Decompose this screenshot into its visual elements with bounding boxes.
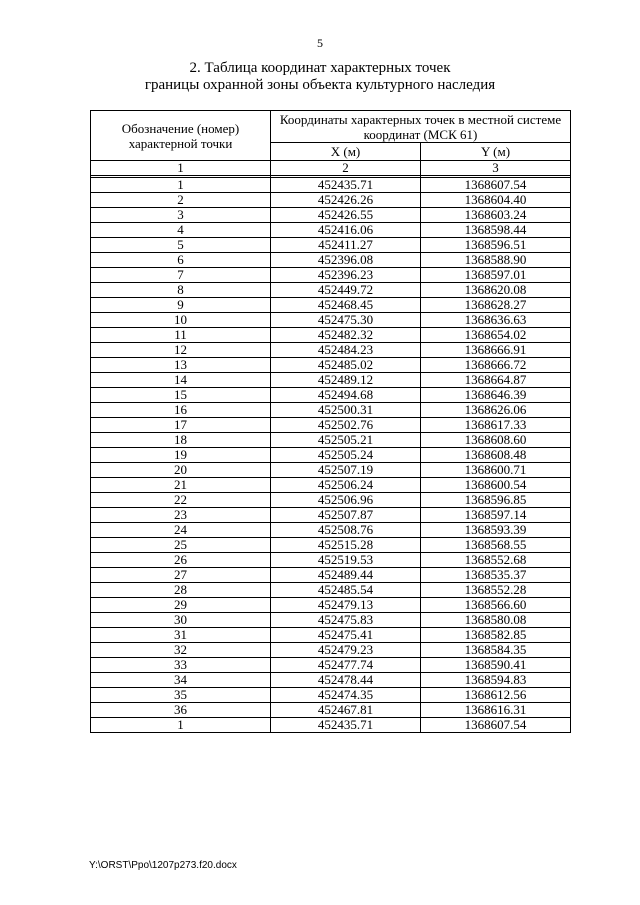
table-row [91, 388, 571, 403]
x-coordinate-cell: 452505.24 [271, 448, 421, 463]
x-coordinate-cell: 452502.76 [271, 418, 421, 433]
table-row [91, 433, 571, 448]
y-coordinate-cell: 1368628.27 [421, 298, 571, 313]
point-number-cell: 10 [91, 313, 271, 328]
y-coordinate-cell: 1368617.33 [421, 418, 571, 433]
x-coordinate-cell: 452484.23 [271, 343, 421, 358]
table-row [91, 703, 571, 718]
point-number-cell: 11 [91, 328, 271, 343]
y-coordinate-cell: 1368598.44 [421, 223, 571, 238]
x-coordinate-cell: 452478.44 [271, 673, 421, 688]
column-number-3: 3 [421, 161, 571, 176]
table-title [0, 60, 640, 94]
y-coordinate-cell: 1368584.35 [421, 643, 571, 658]
y-coordinate-cell: 1368600.71 [421, 463, 571, 478]
table-row [91, 598, 571, 613]
y-coordinate-cell: 1368600.54 [421, 478, 571, 493]
point-number-cell: 2 [91, 193, 271, 208]
table-row [91, 283, 571, 298]
y-coordinate-cell: 1368566.60 [421, 598, 571, 613]
x-coordinate-cell: 452505.21 [271, 433, 421, 448]
point-number-cell: 31 [91, 628, 271, 643]
table-row [91, 658, 571, 673]
y-coordinate-cell: 1368593.39 [421, 523, 571, 538]
point-number-cell: 8 [91, 283, 271, 298]
x-coordinate-cell: 452489.12 [271, 373, 421, 388]
x-coordinate-cell: 452449.72 [271, 283, 421, 298]
point-number-cell: 22 [91, 493, 271, 508]
x-coordinate-cell: 452411.27 [271, 238, 421, 253]
table-title-line1: 2. Таблица координат характерных точек [189, 60, 451, 76]
table-row [91, 268, 571, 283]
point-number-cell: 6 [91, 253, 271, 268]
y-coordinate-cell: 1368666.91 [421, 343, 571, 358]
y-coordinate-cell: 1368666.72 [421, 358, 571, 373]
x-coordinate-cell: 452500.31 [271, 403, 421, 418]
point-number-cell: 5 [91, 238, 271, 253]
point-number-cell: 9 [91, 298, 271, 313]
y-coordinate-cell: 1368607.54 [421, 178, 571, 193]
table-row [91, 343, 571, 358]
point-number-cell: 32 [91, 643, 271, 658]
y-coordinate-cell: 1368590.41 [421, 658, 571, 673]
table-row [91, 613, 571, 628]
column-number-1: 1 [91, 161, 271, 176]
table-row [91, 493, 571, 508]
y-coordinate-cell: 1368594.83 [421, 673, 571, 688]
table-row [91, 583, 571, 598]
y-coordinate-cell: 1368654.02 [421, 328, 571, 343]
table-row [91, 193, 571, 208]
table-row [91, 553, 571, 568]
point-number-cell: 34 [91, 673, 271, 688]
point-number-cell: 29 [91, 598, 271, 613]
header-y: Y (м) [421, 143, 571, 161]
y-coordinate-cell: 1368646.39 [421, 388, 571, 403]
point-number-cell: 28 [91, 583, 271, 598]
column-number-2: 2 [271, 161, 421, 176]
y-coordinate-cell: 1368604.40 [421, 193, 571, 208]
table-row [91, 358, 571, 373]
y-coordinate-cell: 1368552.28 [421, 583, 571, 598]
y-coordinate-cell: 1368552.68 [421, 553, 571, 568]
point-number-cell: 1 [91, 178, 271, 193]
x-coordinate-cell: 452482.32 [271, 328, 421, 343]
table-row [91, 373, 571, 388]
table-row [91, 448, 571, 463]
x-coordinate-cell: 452426.55 [271, 208, 421, 223]
point-number-cell: 12 [91, 343, 271, 358]
x-coordinate-cell: 452507.87 [271, 508, 421, 523]
coordinates-table [90, 110, 571, 733]
x-coordinate-cell: 452396.08 [271, 253, 421, 268]
point-number-cell: 4 [91, 223, 271, 238]
y-coordinate-cell: 1368582.85 [421, 628, 571, 643]
table-row [91, 208, 571, 223]
table-row [91, 568, 571, 583]
table-row [91, 178, 571, 193]
y-coordinate-cell: 1368664.87 [421, 373, 571, 388]
point-number-cell: 13 [91, 358, 271, 373]
point-number-cell: 30 [91, 613, 271, 628]
point-number-cell: 15 [91, 388, 271, 403]
x-coordinate-cell: 452485.54 [271, 583, 421, 598]
point-number-cell: 36 [91, 703, 271, 718]
point-number-cell: 17 [91, 418, 271, 433]
x-coordinate-cell: 452474.35 [271, 688, 421, 703]
x-coordinate-cell: 452508.76 [271, 523, 421, 538]
table-row [91, 253, 571, 268]
table-row [91, 238, 571, 253]
y-coordinate-cell: 1368608.60 [421, 433, 571, 448]
x-coordinate-cell: 452426.26 [271, 193, 421, 208]
x-coordinate-cell: 452494.68 [271, 388, 421, 403]
x-coordinate-cell: 452519.53 [271, 553, 421, 568]
y-coordinate-cell: 1368636.63 [421, 313, 571, 328]
table-row [91, 478, 571, 493]
x-coordinate-cell: 452515.28 [271, 538, 421, 553]
point-number-cell: 24 [91, 523, 271, 538]
table-row [91, 643, 571, 658]
header-coordinates-group: Координаты характерных точек в местной системе координат (МСК 61) [271, 111, 571, 143]
point-number-cell: 33 [91, 658, 271, 673]
x-coordinate-cell: 452479.13 [271, 598, 421, 613]
x-coordinate-cell: 452467.81 [271, 703, 421, 718]
x-coordinate-cell: 452506.24 [271, 478, 421, 493]
file-path-footer: Y:\ORST\Ppo\1207p273.f20.docx [89, 860, 237, 871]
point-number-cell: 26 [91, 553, 271, 568]
x-coordinate-cell: 452435.71 [271, 718, 421, 733]
table-row [91, 418, 571, 433]
y-coordinate-cell: 1368607.54 [421, 718, 571, 733]
table-row [91, 688, 571, 703]
table-body [91, 178, 571, 733]
y-coordinate-cell: 1368568.55 [421, 538, 571, 553]
point-number-cell: 1 [91, 718, 271, 733]
x-coordinate-cell: 452468.45 [271, 298, 421, 313]
y-coordinate-cell: 1368597.14 [421, 508, 571, 523]
y-coordinate-cell: 1368608.48 [421, 448, 571, 463]
page-number: 5 [317, 36, 323, 50]
point-number-cell: 16 [91, 403, 271, 418]
point-number-cell: 35 [91, 688, 271, 703]
table-row [91, 403, 571, 418]
point-number-cell: 18 [91, 433, 271, 448]
x-coordinate-cell: 452475.83 [271, 613, 421, 628]
table-row [91, 538, 571, 553]
table-row [91, 718, 571, 733]
point-number-cell: 25 [91, 538, 271, 553]
y-coordinate-cell: 1368580.08 [421, 613, 571, 628]
x-coordinate-cell: 452435.71 [271, 178, 421, 193]
y-coordinate-cell: 1368626.06 [421, 403, 571, 418]
y-coordinate-cell: 1368612.56 [421, 688, 571, 703]
x-coordinate-cell: 452416.06 [271, 223, 421, 238]
y-coordinate-cell: 1368535.37 [421, 568, 571, 583]
x-coordinate-cell: 452477.74 [271, 658, 421, 673]
table-row [91, 298, 571, 313]
y-coordinate-cell: 1368596.51 [421, 238, 571, 253]
header-point-designation: Обозначение (номер) характерной точки [91, 111, 271, 161]
point-number-cell: 27 [91, 568, 271, 583]
x-coordinate-cell: 452475.41 [271, 628, 421, 643]
table-row [91, 463, 571, 478]
point-number-cell: 20 [91, 463, 271, 478]
x-coordinate-cell: 452396.23 [271, 268, 421, 283]
table-row [91, 673, 571, 688]
point-number-cell: 19 [91, 448, 271, 463]
point-number-cell: 21 [91, 478, 271, 493]
x-coordinate-cell: 452506.96 [271, 493, 421, 508]
y-coordinate-cell: 1368588.90 [421, 253, 571, 268]
x-coordinate-cell: 452479.23 [271, 643, 421, 658]
x-coordinate-cell: 452475.30 [271, 313, 421, 328]
table-title-line2: границы охранной зоны объекта культурного наследия [144, 77, 496, 93]
header-x: X (м) [271, 143, 421, 161]
table-row [91, 628, 571, 643]
y-coordinate-cell: 1368616.31 [421, 703, 571, 718]
table-row [91, 328, 571, 343]
y-coordinate-cell: 1368620.08 [421, 283, 571, 298]
y-coordinate-cell: 1368596.85 [421, 493, 571, 508]
table-row [91, 523, 571, 538]
table-row [91, 508, 571, 523]
point-number-cell: 23 [91, 508, 271, 523]
x-coordinate-cell: 452489.44 [271, 568, 421, 583]
y-coordinate-cell: 1368597.01 [421, 268, 571, 283]
x-coordinate-cell: 452507.19 [271, 463, 421, 478]
point-number-cell: 3 [91, 208, 271, 223]
table-row [91, 223, 571, 238]
y-coordinate-cell: 1368603.24 [421, 208, 571, 223]
point-number-cell: 7 [91, 268, 271, 283]
point-number-cell: 14 [91, 373, 271, 388]
table-row [91, 313, 571, 328]
x-coordinate-cell: 452485.02 [271, 358, 421, 373]
